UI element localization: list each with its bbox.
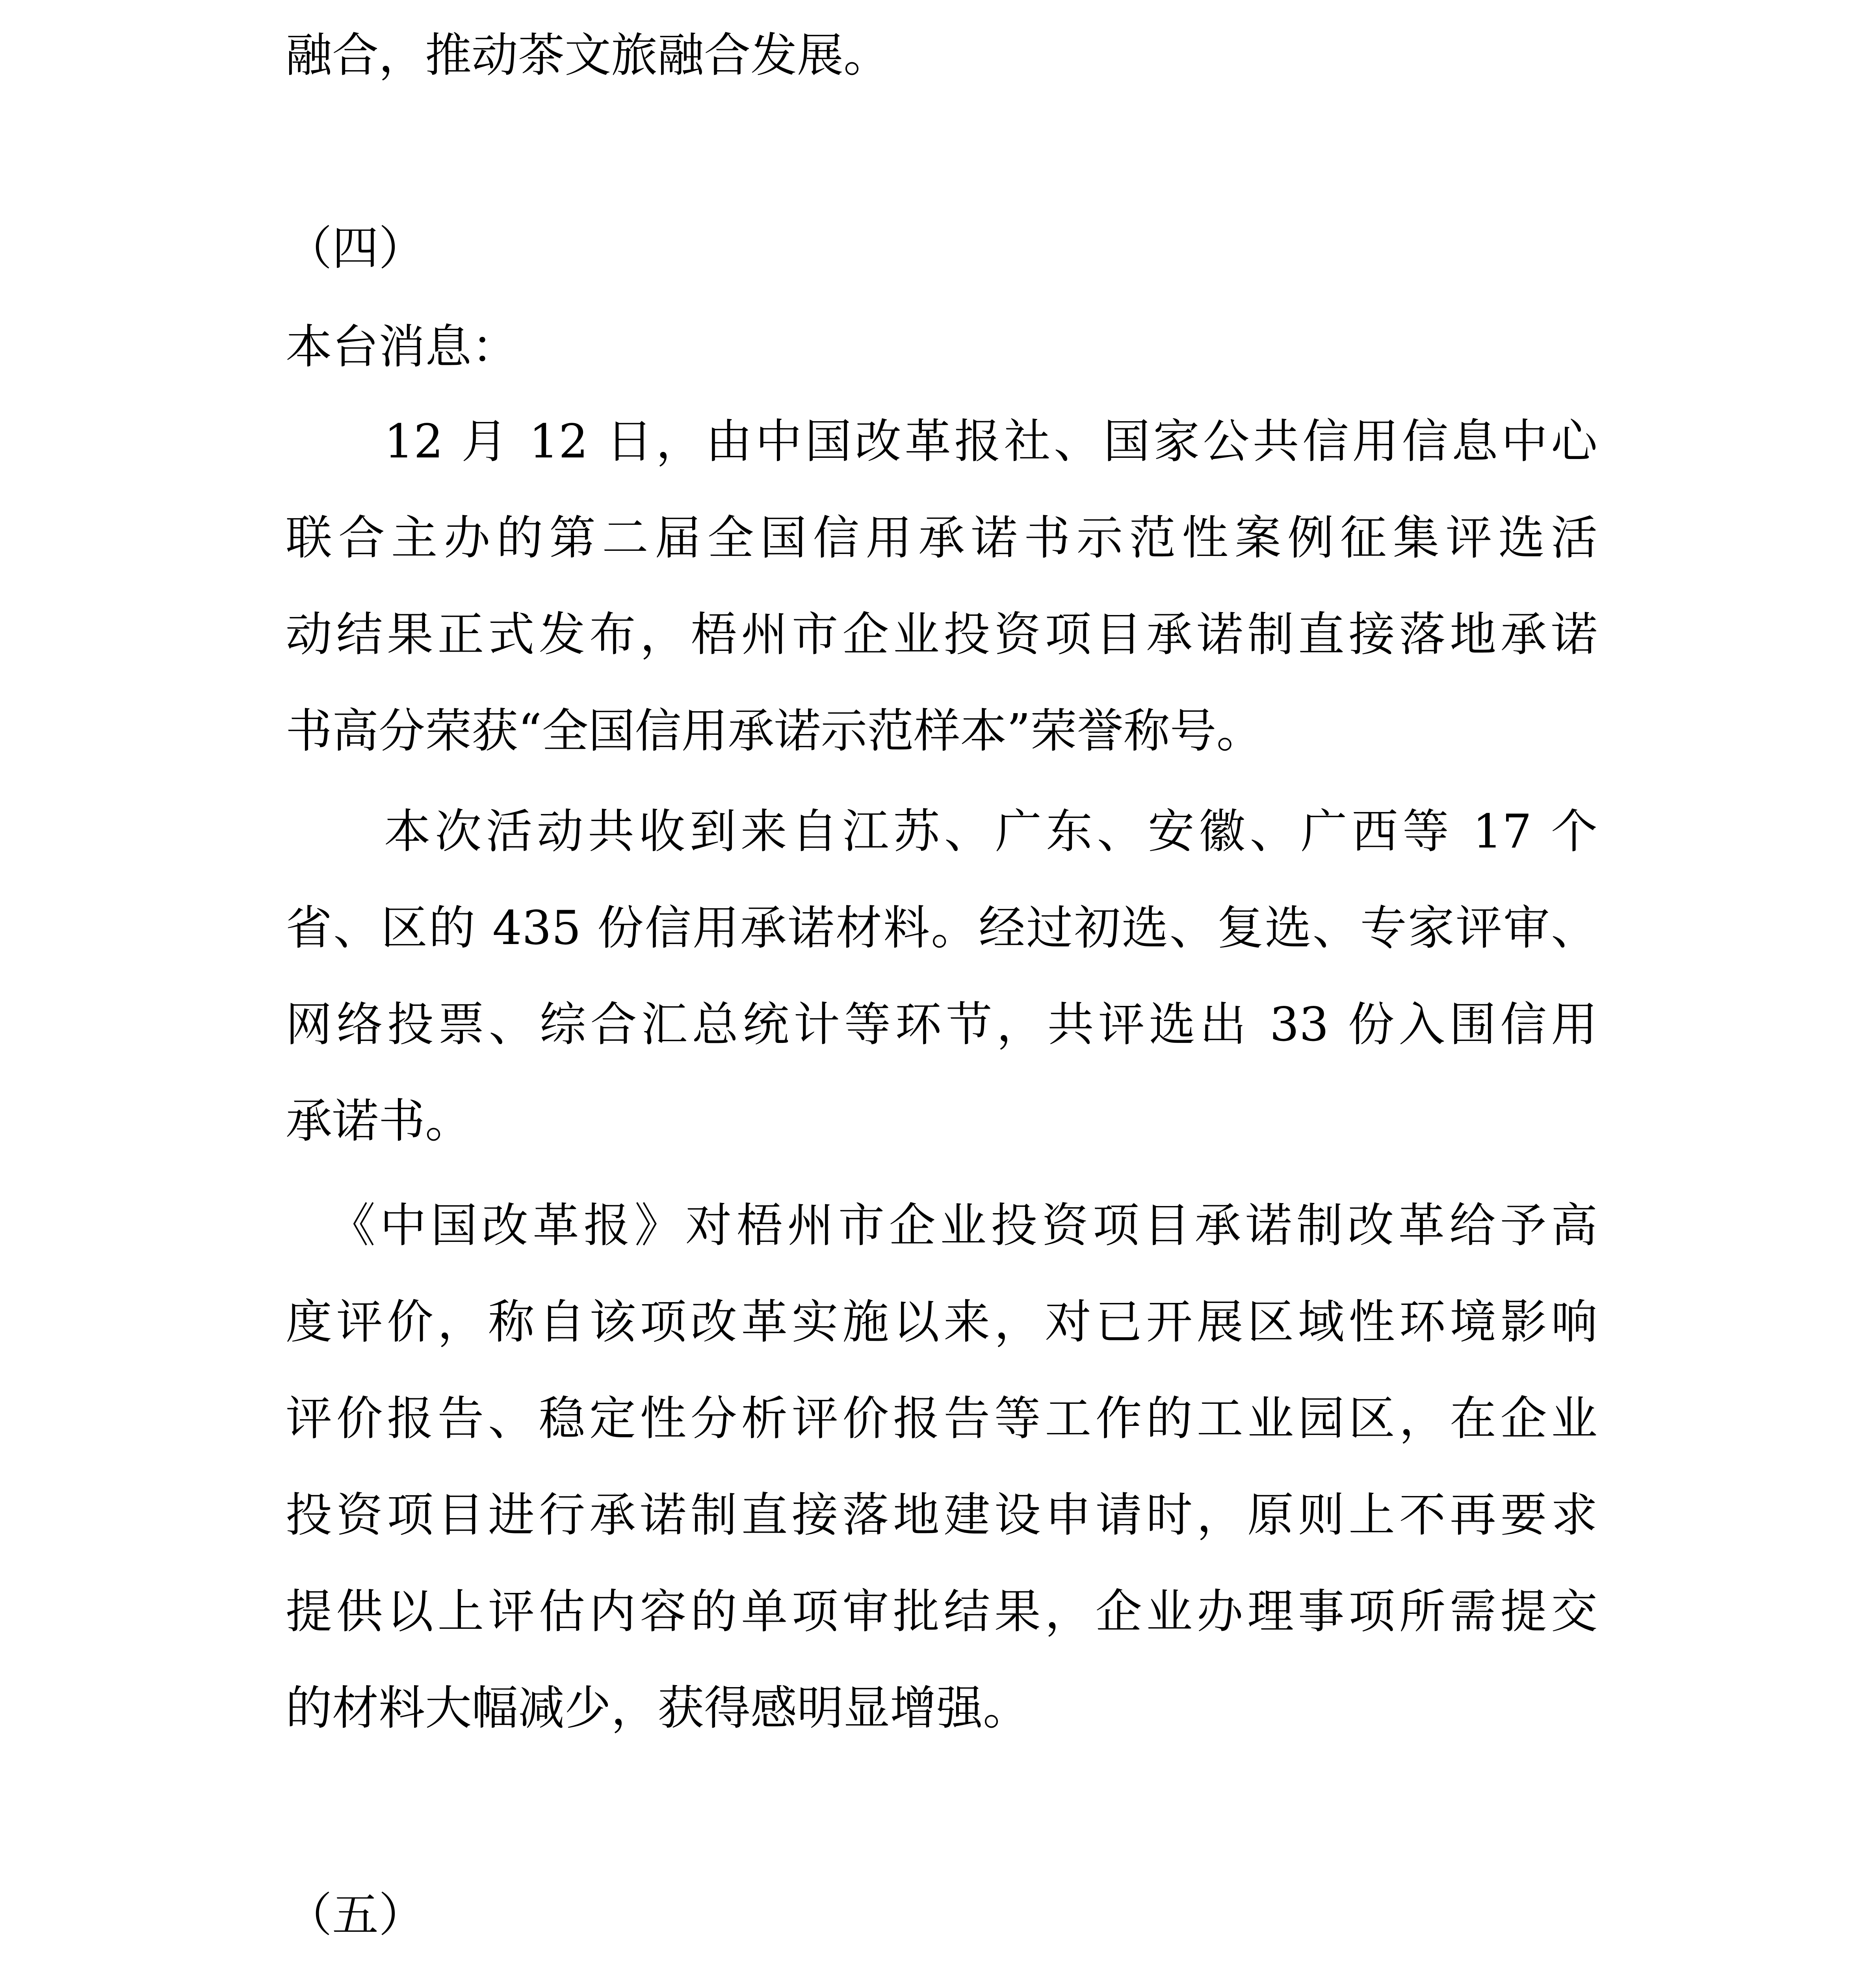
paragraph-line: 投资项目进行承诺制直接落地建设申请时，原则上不再要求 xyxy=(286,1488,1597,1542)
paragraph-line: 提供以上评估内容的单项审批结果，企业办理事项所需提交 xyxy=(286,1584,1597,1639)
paragraph-line: 动结果正式发布，梧州市企业投资项目承诺制直接落地承诺 xyxy=(286,607,1597,662)
paragraph-line: 12 月 12 日，由中国改革报社、国家公共信用信息中心 xyxy=(384,414,1597,468)
paragraph-line: 本次活动共收到来自江苏、广东、安徽、广西等 17 个 xyxy=(384,804,1597,859)
paragraph-line: 承诺书。 xyxy=(286,1094,472,1148)
paragraph-line: 省、区的 435 份信用承诺材料。经过初选、复选、专家评审、 xyxy=(286,901,1597,955)
paragraph-line: 《中国改革报》对梧州市企业投资项目承诺制改革给予高 xyxy=(329,1198,1597,1253)
paragraph-line: 联合主办的第二届全国信用承诺书示范性案例征集评选活 xyxy=(286,511,1597,565)
section-four-lead: 本台消息： xyxy=(286,320,518,374)
section-five-number: （五） xyxy=(286,1888,425,1942)
previous-section-tail: 融合，推动茶文旅融合发展。 xyxy=(286,28,890,82)
paragraph-line: 的材料大幅减少，获得感明显增强。 xyxy=(286,1681,1030,1735)
section-four-number: （四） xyxy=(286,221,425,275)
paragraph-line: 度评价，称自该项改革实施以来，对已开展区域性环境影响 xyxy=(286,1295,1597,1349)
paragraph-line: 网络投票、综合汇总统计等环节，共评选出 33 份入围信用 xyxy=(286,997,1597,1052)
paragraph-line: 评价报告、稳定性分析评价报告等工作的工业园区，在企业 xyxy=(286,1391,1597,1446)
paragraph-line: 书高分荣获“全国信用承诺示范样本”荣誉称号。 xyxy=(286,704,1263,758)
